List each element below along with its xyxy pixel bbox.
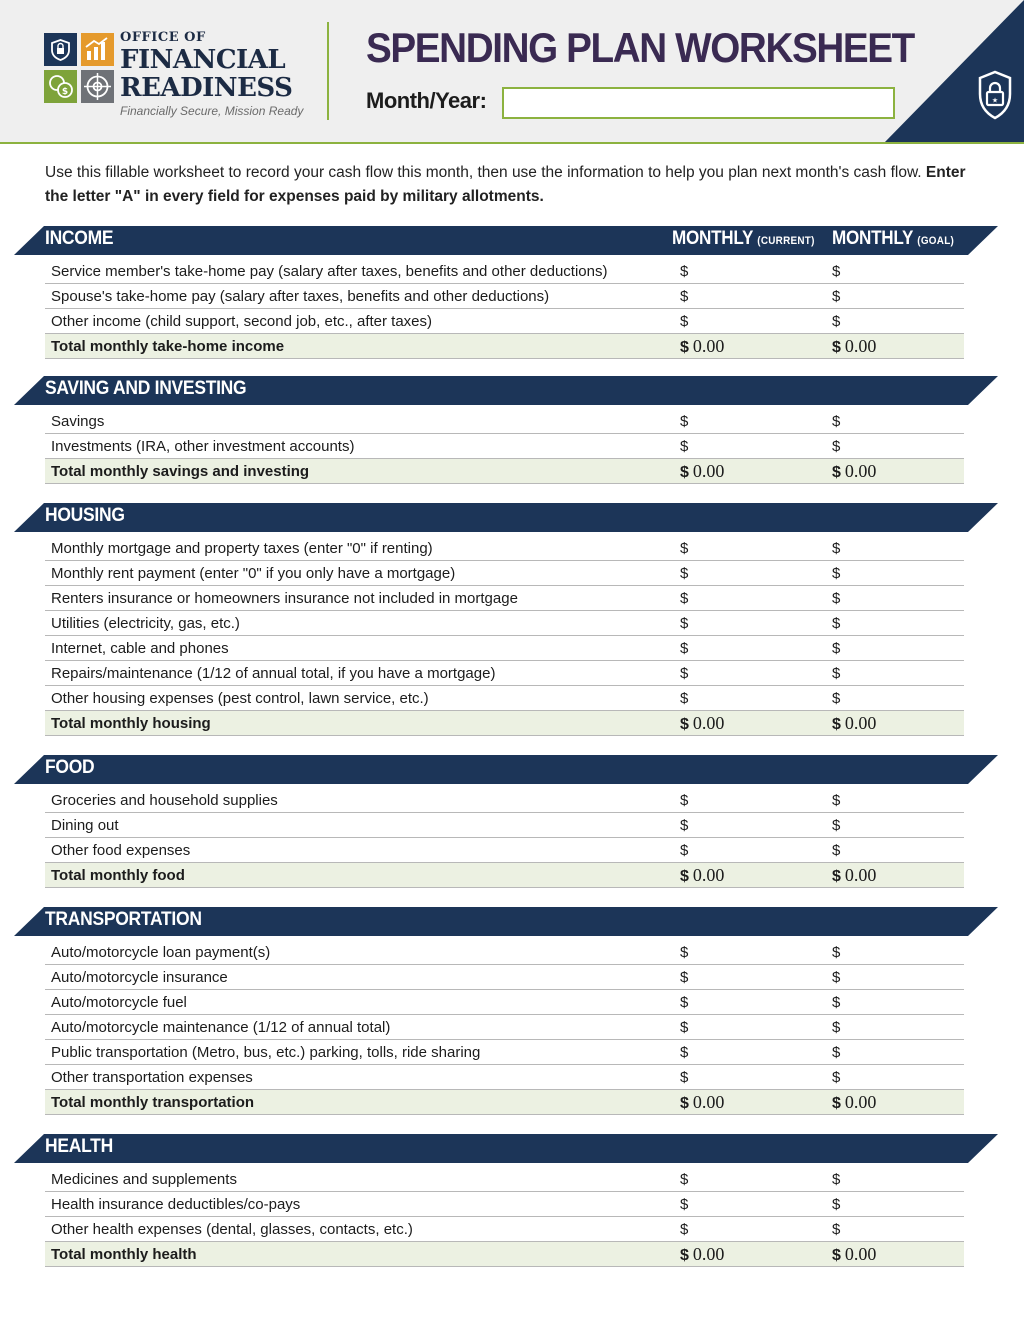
intro-text: Use this fillable worksheet to record your cash flow this month, then use the information to help you plan next month's cash flow. [45, 164, 922, 181]
intro-bold-instruction: Enter the letter "A" in every field for expenses paid by military allotments. [45, 164, 966, 205]
table-row [45, 686, 964, 711]
total-current-value: 0.00 [692, 865, 725, 885]
column-header-goal [832, 228, 954, 250]
total-row [45, 334, 964, 359]
row-label: Dining out [51, 817, 119, 834]
table-row [45, 1167, 964, 1192]
section-rows [45, 409, 964, 484]
section-rows [45, 1167, 964, 1267]
table-row [45, 838, 964, 863]
section-title: FOOD [45, 757, 95, 778]
currency-symbol: $ [680, 1095, 689, 1112]
goal-amount-field[interactable]: $ [832, 540, 841, 557]
page-title: SPENDING PLAN WORKSHEET [366, 24, 914, 71]
total-label: Total monthly housing [51, 715, 211, 732]
goal-amount-field[interactable]: $ [832, 690, 841, 707]
section-rows [45, 259, 964, 359]
currency-symbol: $ [680, 868, 689, 885]
row-label: Investments (IRA, other investment accounts) [51, 438, 355, 455]
table-row [45, 586, 964, 611]
goal-amount-field[interactable]: $ [832, 969, 841, 986]
total-current-value: 0.00 [692, 1092, 725, 1112]
table-row [45, 434, 964, 459]
currency-symbol: $ [832, 464, 841, 481]
goal-amount-field[interactable]: $ [832, 1069, 841, 1086]
table-row [45, 409, 964, 434]
table-row [45, 813, 964, 838]
table-row [45, 611, 964, 636]
total-goal-value: 0.00 [844, 865, 877, 885]
row-label: Savings [51, 413, 105, 430]
section-rows [45, 536, 964, 736]
section-title: INCOME [45, 228, 114, 249]
section-title: HOUSING [45, 505, 125, 526]
current-amount-field[interactable]: $ [680, 842, 689, 859]
total-goal-amount [832, 865, 876, 886]
table-row [45, 1015, 964, 1040]
currency-symbol: $ [832, 339, 841, 356]
table-row [45, 965, 964, 990]
goal-amount-field[interactable]: $ [832, 615, 841, 632]
current-amount-field[interactable]: $ [680, 792, 689, 809]
current-amount-field[interactable]: $ [680, 540, 689, 557]
currency-symbol: $ [680, 339, 689, 356]
goal-amount-field[interactable]: $ [832, 565, 841, 582]
logo-tagline: Financially Secure, Mission Ready [120, 104, 304, 118]
section-title: HEALTH [45, 1136, 113, 1157]
row-label: Other food expenses [51, 842, 191, 859]
total-goal-amount [832, 1092, 876, 1113]
current-amount-field[interactable]: $ [680, 288, 689, 305]
month-year-field[interactable] [502, 87, 895, 119]
row-label: Auto/motorcycle insurance [51, 969, 228, 986]
current-amount-field[interactable]: $ [680, 313, 689, 330]
goal-amount-field[interactable]: $ [832, 438, 841, 455]
table-row [45, 259, 964, 284]
total-current-value: 0.00 [692, 461, 725, 481]
currency-symbol: $ [680, 716, 689, 733]
logo-line-2: FINANCIAL [120, 45, 286, 75]
goal-amount-field[interactable]: $ [832, 842, 841, 859]
current-amount-field[interactable]: $ [680, 994, 689, 1011]
column-header-current-sub: (CURRENT) [757, 235, 815, 247]
table-row [45, 284, 964, 309]
section-rows [45, 788, 964, 888]
section-title: TRANSPORTATION [45, 909, 202, 930]
goal-amount-field[interactable]: $ [832, 1221, 841, 1238]
current-amount-field[interactable]: $ [680, 590, 689, 607]
current-amount-field[interactable]: $ [680, 817, 689, 834]
goal-amount-field[interactable]: $ [832, 944, 841, 961]
table-row [45, 1217, 964, 1242]
total-row [45, 711, 964, 736]
table-row [45, 940, 964, 965]
goal-amount-field[interactable]: $ [832, 1196, 841, 1213]
table-row [45, 561, 964, 586]
total-current-value: 0.00 [692, 713, 725, 733]
total-row [45, 863, 964, 888]
current-amount-field[interactable]: $ [680, 565, 689, 582]
row-label: Groceries and household supplies [51, 792, 278, 809]
total-label: Total monthly take-home income [51, 338, 285, 355]
current-amount-field[interactable]: $ [680, 438, 689, 455]
total-label: Total monthly food [51, 867, 185, 884]
total-goal-amount [832, 461, 876, 482]
intro-paragraph [45, 161, 985, 209]
currency-symbol: $ [832, 1095, 841, 1112]
goal-amount-field[interactable]: $ [832, 288, 841, 305]
goal-amount-field[interactable]: $ [832, 665, 841, 682]
currency-symbol: $ [680, 464, 689, 481]
total-goal-amount [832, 1244, 876, 1265]
table-row [45, 788, 964, 813]
total-row [45, 1242, 964, 1267]
row-label: Health insurance deductibles/co-pays [51, 1196, 301, 1213]
current-amount-field[interactable]: $ [680, 690, 689, 707]
table-row [45, 536, 964, 561]
currency-symbol: $ [832, 868, 841, 885]
goal-amount-field[interactable]: $ [832, 263, 841, 280]
total-current-amount [680, 1244, 724, 1265]
total-label: Total monthly savings and investing [51, 463, 310, 480]
row-label: Internet, cable and phones [51, 640, 229, 657]
logo-line-1: OFFICE OF [120, 30, 206, 45]
total-goal-value: 0.00 [844, 1092, 877, 1112]
current-amount-field[interactable]: $ [680, 640, 689, 657]
currency-symbol: $ [680, 1247, 689, 1264]
goal-amount-field[interactable]: $ [832, 994, 841, 1011]
total-row [45, 459, 964, 484]
current-amount-field[interactable]: $ [680, 615, 689, 632]
table-row [45, 1040, 964, 1065]
table-row [45, 1065, 964, 1090]
section-header-bar [14, 1134, 998, 1163]
currency-symbol: $ [832, 716, 841, 733]
goal-amount-field[interactable]: $ [832, 1171, 841, 1188]
current-amount-field[interactable]: $ [680, 1069, 689, 1086]
table-row [45, 636, 964, 661]
logo-text [120, 30, 360, 118]
total-label: Total monthly transportation [51, 1094, 255, 1111]
row-label: Other income (child support, second job, etc., after taxes) [51, 313, 433, 330]
section-title: SAVING AND INVESTING [45, 378, 247, 399]
total-goal-value: 0.00 [844, 461, 877, 481]
logo-icons-grid [44, 33, 114, 103]
goal-amount-field[interactable]: $ [832, 1044, 841, 1061]
row-label: Spouse's take-home pay (salary after taxes, benefits and other deductions) [51, 288, 550, 305]
section-header-bar [14, 503, 998, 532]
column-header-current [672, 228, 815, 250]
month-year-label: Month/Year: [366, 88, 487, 113]
current-amount-field[interactable]: $ [680, 944, 689, 961]
total-goal-amount [832, 713, 876, 734]
goal-amount-field[interactable]: $ [832, 413, 841, 430]
header-rule [0, 142, 1024, 144]
corner-badge [884, 0, 1024, 143]
goal-amount-field[interactable]: $ [832, 313, 841, 330]
total-label: Total monthly health [51, 1246, 197, 1263]
table-row [45, 661, 964, 686]
row-label: Monthly rent payment (enter "0" if you only have a mortgage) [51, 565, 456, 582]
row-label: Repairs/maintenance (1/12 of annual total, if you have a mortgage) [51, 665, 496, 682]
goal-amount-field[interactable]: $ [832, 590, 841, 607]
total-current-amount [680, 336, 724, 357]
total-current-amount [680, 713, 724, 734]
total-current-value: 0.00 [692, 1244, 725, 1264]
current-amount-field[interactable]: $ [680, 263, 689, 280]
row-label: Auto/motorcycle maintenance (1/12 of annual total) [51, 1019, 391, 1036]
table-row [45, 1192, 964, 1217]
total-current-value: 0.00 [692, 336, 725, 356]
currency-symbol: $ [832, 1247, 841, 1264]
total-goal-value: 0.00 [844, 713, 877, 733]
current-amount-field[interactable]: $ [680, 1044, 689, 1061]
row-label: Monthly mortgage and property taxes (enter "0" if renting) [51, 540, 433, 557]
table-row [45, 309, 964, 334]
current-amount-field[interactable]: $ [680, 1019, 689, 1036]
row-label: Auto/motorcycle fuel [51, 994, 187, 1011]
total-current-amount [680, 865, 724, 886]
goal-amount-field[interactable]: $ [832, 817, 841, 834]
row-label: Auto/motorcycle loan payment(s) [51, 944, 271, 961]
svg-text:★: ★ [991, 96, 999, 105]
total-goal-value: 0.00 [844, 336, 877, 356]
goal-amount-field[interactable]: $ [832, 1019, 841, 1036]
row-label: Medicines and supplements [51, 1171, 237, 1188]
current-amount-field[interactable]: $ [680, 1196, 689, 1213]
total-current-amount [680, 1092, 724, 1113]
column-header-goal-sub: (GOAL) [917, 235, 955, 247]
goal-amount-field[interactable]: $ [832, 792, 841, 809]
row-label: Other housing expenses (pest control, lawn service, etc.) [51, 690, 429, 707]
page-header [0, 0, 1024, 143]
logo-line-3: READINESS [120, 73, 293, 103]
current-amount-field[interactable]: $ [680, 665, 689, 682]
total-goal-value: 0.00 [844, 1244, 877, 1264]
current-amount-field[interactable]: $ [680, 1221, 689, 1238]
row-label: Service member's take-home pay (salary after taxes, benefits and other deductions) [51, 263, 608, 280]
section-header-bar [14, 755, 998, 784]
total-goal-amount [832, 336, 876, 357]
svg-text:$: $ [61, 87, 69, 97]
current-amount-field[interactable]: $ [680, 969, 689, 986]
current-amount-field[interactable]: $ [680, 1171, 689, 1188]
header-divider [327, 22, 329, 120]
table-row [45, 990, 964, 1015]
row-label: Public transportation (Metro, bus, etc.) parking, tolls, ride sharing [51, 1044, 481, 1061]
row-label: Renters insurance or homeowners insurance not included in mortgage [51, 590, 518, 607]
row-label: Utilities (electricity, gas, etc.) [51, 615, 240, 632]
row-label: Other transportation expenses [51, 1069, 253, 1086]
column-header-current-main: MONTHLY [672, 228, 753, 249]
current-amount-field[interactable]: $ [680, 413, 689, 430]
total-current-amount [680, 461, 724, 482]
column-header-goal-main: MONTHLY [832, 228, 913, 249]
section-rows [45, 940, 964, 1115]
row-label: Other health expenses (dental, glasses, contacts, etc.) [51, 1221, 413, 1238]
total-row [45, 1090, 964, 1115]
goal-amount-field[interactable]: $ [832, 640, 841, 657]
